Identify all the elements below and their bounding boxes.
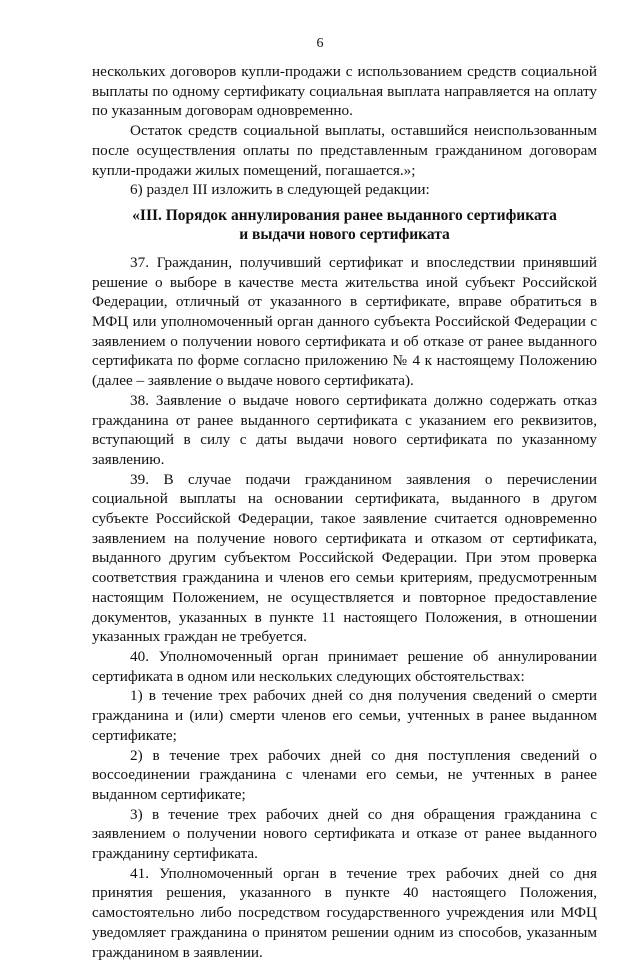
page-number: 6 — [316, 36, 324, 51]
clause-39: 39. В случае подачи гражданином заявления о перечислении социальной выплаты на основании сертификата, выданного в другом субъекте Российской Федерации, такое заявление считается одновременно заявлением на получение нового сертификата и отказом от сертификата, выданного другим субъектом Российской Федерации. При этом проверка соответствия гражданина и членов его семьи критериям, предусмотренным настоящим Положением, не осуществляется и повторное предоставление документов, указанных в пункте 11 настоящего Положения, в отношении указанных граждан не требуется. — [92, 470, 597, 646]
section-heading — [92, 206, 597, 245]
clause-40-item-1: 1) в течение трех рабочих дней со дня получения сведений о смерти гражданина и (или) смерти членов его семьи, учтенных в ранее выданном сертификате; — [92, 687, 597, 744]
section-heading-line-2: и выдачи нового сертификата — [239, 226, 450, 244]
clause-40-item-2: 2) в течение трех рабочих дней со дня поступления сведений о воссоединении гражданина с членами его семьи, не учтенных в ранее выданном сертификате; — [92, 746, 597, 803]
paragraph-continuation: нескольких договоров купли-продажи с использованием средств социальной выплаты по одному сертификату социальная выплата направляется на оплату по указанным договорам одновременно. — [92, 63, 597, 120]
paragraph-section-change: 6) раздел III изложить в следующей редакции: — [130, 181, 430, 199]
clause-40-item-3: 3) в течение трех рабочих дней со дня обращения гражданина с заявлением о получении нового сертификата и отказе от ранее выданного гражданину сертификата. — [92, 805, 597, 863]
document-body — [92, 62, 597, 962]
section-heading-line-1: «III. Порядок аннулирования ранее выданного сертификата — [132, 206, 557, 224]
clause-38: 38. Заявление о выдаче нового сертификата должно содержать отказ гражданина от ранее выданного сертификата с указанием его реквизитов, вступающий в силу с даты выдачи нового сертификата по указанному заявлению. — [92, 391, 597, 468]
clause-37: 37. Гражданин, получивший сертификат и впоследствии принявший решение о выборе в качестве места жительства иной субъект Российской Федерации, отличный от указанного в сертификате, вправе обратиться в МФЦ или уполномоченный орган данного субъекта Российской Федерации с заявлением о получении нового сертификата и об отказе от ранее выданного сертификата по форме согласно приложению № 4 к настоящему Положению (далее – заявление о выдаче нового сертификата). — [92, 253, 597, 390]
clause-40: 40. Уполномоченный орган принимает решение об аннулировании сертификата в одном или нескольких следующих обстоятельствах: — [92, 647, 597, 685]
paragraph-remaining-funds: Остаток средств социальной выплаты, оставшийся неиспользованным после осуществления оплаты по представленным гражданином договорам купли-продажи жилых помещений, погашается.»; — [92, 122, 597, 179]
clause-41: 41. Уполномоченный орган в течение трех рабочих дней со дня принятия решения, указанного в пункте 40 настоящего Положения, самостоятельно либо посредством государственного учреждения или МФЦ уведомляет гражданина о принятом решении одним из способов, указанным гражданином в заявлении. — [92, 864, 597, 961]
